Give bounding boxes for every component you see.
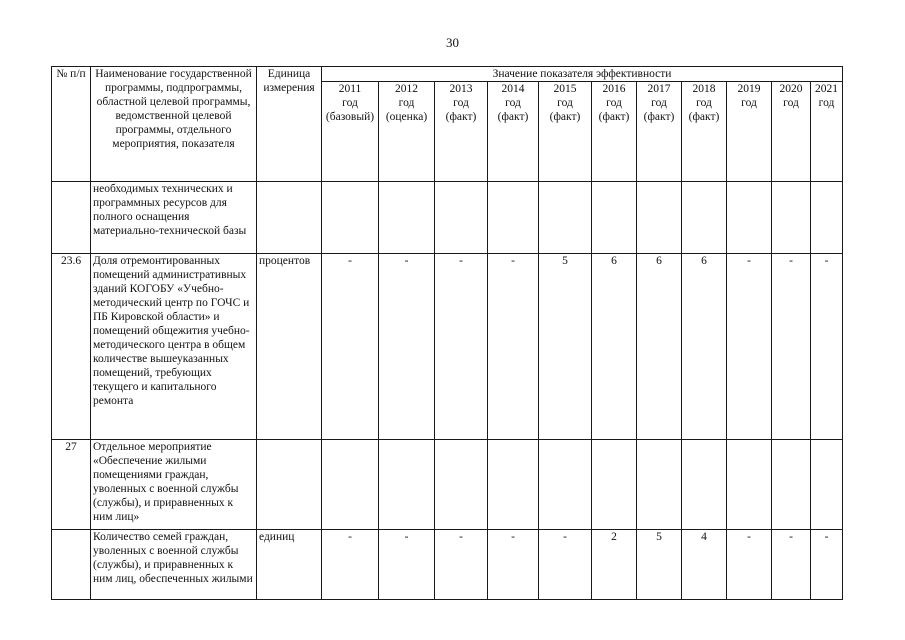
row-value: 5: [539, 254, 592, 440]
header-year-line3: (факт): [497, 111, 529, 123]
header-year-line2: год: [783, 97, 799, 109]
header-year-line2: год: [651, 97, 667, 109]
header-unit: Единица измерения: [257, 67, 322, 182]
row-unit: [257, 182, 322, 254]
row-value: [682, 182, 727, 254]
header-year-2016: [592, 82, 637, 182]
header-year-line2: год: [741, 97, 757, 109]
row-value: [322, 440, 379, 530]
row-value: -: [322, 530, 379, 600]
header-year-year: 2014: [501, 83, 525, 95]
row-value: [727, 182, 772, 254]
row-value: 4: [682, 530, 727, 600]
header-year-year: 2019: [737, 83, 761, 95]
header-year-2019: [727, 82, 772, 182]
table-row: [52, 530, 843, 600]
row-value: -: [539, 530, 592, 600]
header-year-2012: [379, 82, 435, 182]
header-values-group: Значение показателя эффективности: [322, 67, 843, 82]
row-value: [488, 182, 539, 254]
header-year-year: 2016: [602, 83, 626, 95]
row-value: [379, 182, 435, 254]
header-year-year: 2013: [449, 83, 473, 95]
header-year-year: 2011: [338, 83, 362, 95]
row-value: [592, 182, 637, 254]
row-value: -: [727, 254, 772, 440]
row-value: -: [488, 254, 539, 440]
header-year-2013: [435, 82, 488, 182]
row-value: [435, 182, 488, 254]
row-value: [811, 182, 843, 254]
header-year-line2: год: [557, 97, 573, 109]
header-year-line2: год: [342, 97, 358, 109]
header-year-2011: [322, 82, 379, 182]
row-unit: [257, 440, 322, 530]
row-value: 6: [682, 254, 727, 440]
row-value: -: [811, 254, 843, 440]
header-name: Наименование государственной программы, подпрограммы, областной целевой программы, ведомственной целевой программы, отдельного мероприятия, показателя: [91, 67, 257, 182]
header-year-year: 2017: [647, 83, 671, 95]
row-value: -: [727, 530, 772, 600]
header-year-year: 2018: [692, 83, 716, 95]
header-year-line2: год: [696, 97, 712, 109]
header-year-year: 2015: [553, 83, 577, 95]
row-value: [539, 182, 592, 254]
row-value: -: [772, 530, 811, 600]
header-year-line3: (факт): [598, 111, 630, 123]
row-value: [379, 440, 435, 530]
row-value: [637, 440, 682, 530]
indicator-table: [51, 66, 843, 600]
row-value: [322, 182, 379, 254]
row-value: -: [435, 254, 488, 440]
row-value: 2: [592, 530, 637, 600]
header-year-line3: (факт): [445, 111, 477, 123]
row-value: -: [379, 530, 435, 600]
header-year-line2: год: [606, 97, 622, 109]
row-value: [811, 440, 843, 530]
row-value: 6: [592, 254, 637, 440]
row-unit: единиц: [257, 530, 322, 600]
row-num: 23.6: [52, 254, 91, 440]
row-value: -: [772, 254, 811, 440]
header-year-2017: [637, 82, 682, 182]
row-value: [727, 440, 772, 530]
row-num: 27: [52, 440, 91, 530]
table-row: [52, 254, 843, 440]
header-year-2018: [682, 82, 727, 182]
header-year-line2: год: [818, 97, 835, 109]
header-year-line2: год: [453, 97, 469, 109]
row-value: [772, 182, 811, 254]
header-year-year: 2020: [779, 83, 803, 95]
row-num: [52, 182, 91, 254]
header-year-line3: (факт): [549, 111, 581, 123]
row-value: [682, 440, 727, 530]
table-row: [52, 182, 843, 254]
row-name: Отдельное мероприятие «Обеспечение жилыми помещениями граждан, уволенных с военной службы (службы), и приравненных к ним лиц»: [91, 440, 257, 530]
row-value: -: [322, 254, 379, 440]
header-year-year: 2021: [815, 83, 838, 95]
row-value: [488, 440, 539, 530]
row-name: Количество семей граждан, уволенных с военной службы (службы), и приравненных к ним лиц, обеспеченных жилыми: [91, 530, 257, 600]
row-unit: процентов: [257, 254, 322, 440]
row-value: [435, 440, 488, 530]
header-year-2021: [811, 82, 843, 182]
header-year-line2: год: [398, 97, 415, 109]
page-number: 30: [446, 35, 459, 50]
row-value: [539, 440, 592, 530]
header-year-line3: (оценка): [385, 111, 428, 123]
header-year-line3: (факт): [643, 111, 675, 123]
row-value: [772, 440, 811, 530]
row-num: [52, 530, 91, 600]
header-year-line3: (базовый): [325, 111, 375, 123]
header-year-2014: [488, 82, 539, 182]
row-name: необходимых технических и программных ресурсов для полного оснащения материально-технической базы: [91, 182, 257, 254]
row-name: Доля отремонтированных помещений административных зданий КОГОБУ «Учебно-методический центр по ГОЧС и ПБ Кировской области» и помещений общежития учебно-методического центра в общем количестве вышеуказанных помещений, требующих текущего и капитального ремонта: [91, 254, 257, 440]
header-year-line3: (факт): [688, 111, 720, 123]
row-value: [592, 440, 637, 530]
row-value: -: [488, 530, 539, 600]
row-value: [637, 182, 682, 254]
header-year-2015: [539, 82, 592, 182]
row-value: 6: [637, 254, 682, 440]
header-year-line2: год: [505, 97, 521, 109]
row-value: -: [435, 530, 488, 600]
table-row: [52, 440, 843, 530]
header-year-2020: [772, 82, 811, 182]
row-value: -: [379, 254, 435, 440]
row-value: -: [811, 530, 843, 600]
header-year-year: 2012: [395, 83, 418, 95]
header-num: № п/п: [52, 67, 91, 182]
row-value: 5: [637, 530, 682, 600]
